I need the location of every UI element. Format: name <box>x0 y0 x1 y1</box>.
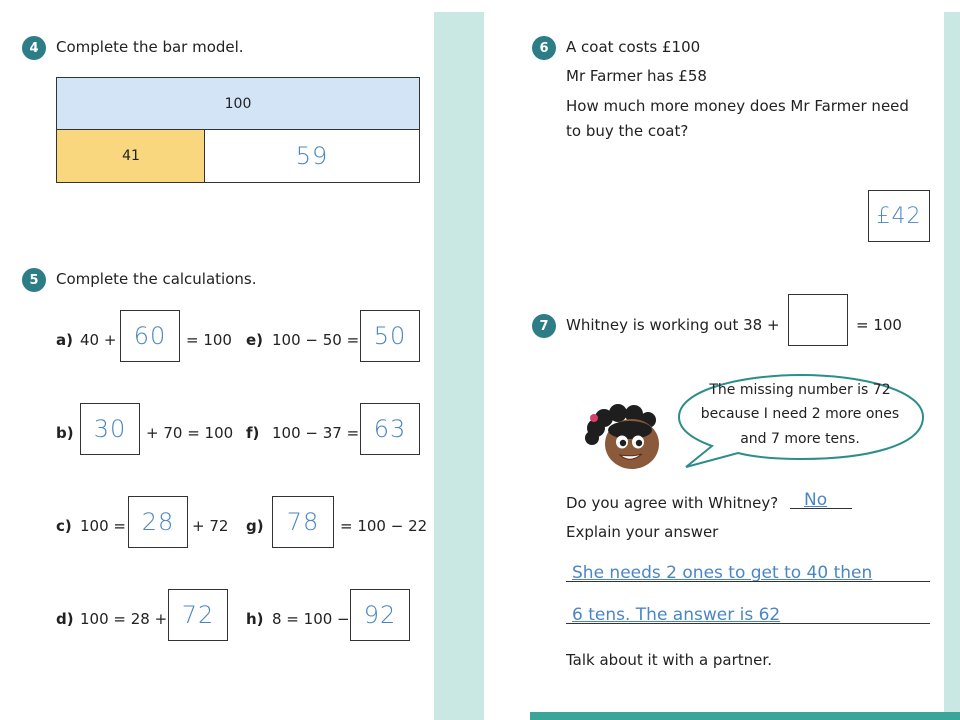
question-6-line-2: Mr Farmer has £58 <box>566 67 707 85</box>
calc-g-after: = 100 − 22 <box>340 517 428 535</box>
speech-line-1: The missing number is 72 <box>709 382 891 398</box>
question-7-agree-answer[interactable]: No <box>804 490 828 510</box>
question-7-badge: 7 <box>532 314 556 338</box>
calc-f-label: f) <box>246 424 260 442</box>
explanation-rule-1 <box>566 581 930 582</box>
calc-h-before: 8 = 100 − <box>272 610 350 628</box>
question-6-line-1: A coat costs £100 <box>566 38 701 56</box>
question-6-line-3: How much more money does Mr Farmer need <box>566 97 909 115</box>
calc-d-answer-box[interactable] <box>168 589 228 641</box>
question-7-explain-prompt: Explain your answer <box>566 523 719 541</box>
calc-a-answer: 60 <box>133 322 167 350</box>
question-7-missing-box[interactable] <box>788 294 848 346</box>
calc-e-before: 100 − 50 = <box>272 331 360 349</box>
page-bottom-bar <box>530 712 960 720</box>
question-7-footer: Talk about it with a partner. <box>566 651 772 669</box>
bar-model-whole <box>56 77 420 131</box>
calc-f-answer: 63 <box>373 415 407 443</box>
calc-e-label: e) <box>246 331 264 349</box>
question-6-answer-box[interactable] <box>868 190 930 242</box>
question-7-explanation-line-1[interactable]: She needs 2 ones to get to 40 then <box>572 563 873 583</box>
calc-b-after: + 70 = 100 <box>146 424 234 442</box>
page-gutter-left <box>434 12 484 720</box>
explanation-rule-2 <box>566 623 930 624</box>
page-gutter-right <box>944 12 960 720</box>
calc-e-answer-box[interactable] <box>360 310 420 362</box>
bar-model-part-answer-value: 59 <box>295 142 329 170</box>
calc-g-answer: 78 <box>286 508 320 536</box>
calc-d-answer: 72 <box>181 601 215 629</box>
speech-line-2: because I need 2 more ones <box>700 406 900 422</box>
calc-c-after: + 72 <box>192 517 229 535</box>
question-5-instruction: Complete the calculations. <box>56 270 257 288</box>
calc-d-label: d) <box>56 610 74 628</box>
question-6-badge: 6 <box>532 36 556 60</box>
question-4-badge: 4 <box>22 36 46 60</box>
calc-c-before: 100 = <box>80 517 126 535</box>
calc-c-answer-box[interactable] <box>128 496 188 548</box>
calc-h-answer-box[interactable] <box>350 589 410 641</box>
question-4-instruction: Complete the bar model. <box>56 38 244 56</box>
calc-g-answer-box[interactable] <box>272 496 334 548</box>
calc-h-answer: 92 <box>363 601 397 629</box>
bar-model-part-given <box>56 129 206 183</box>
calc-a-after: = 100 <box>186 331 232 349</box>
calc-e-answer: 50 <box>373 322 407 350</box>
calc-c-answer: 28 <box>141 508 175 536</box>
calc-d-before: 100 = 28 + <box>80 610 168 628</box>
calc-b-label: b) <box>56 424 74 442</box>
calc-a-answer-box[interactable] <box>120 310 180 362</box>
calc-f-answer-box[interactable] <box>360 403 420 455</box>
calc-h-label: h) <box>246 610 264 628</box>
question-7-explanation-line-2[interactable]: 6 tens. The answer is 62 <box>572 605 781 625</box>
calc-c-label: c) <box>56 517 72 535</box>
calc-a-before: 40 + <box>80 331 117 349</box>
whitney-character-icon <box>582 404 672 474</box>
calc-g-label: g) <box>246 517 264 535</box>
question-7-statement-after: = 100 <box>856 316 902 334</box>
question-7-statement-before: Whitney is working out 38 + <box>566 316 780 334</box>
bar-model-part-answer[interactable] <box>204 129 420 183</box>
question-6-answer: £42 <box>876 203 922 229</box>
speech-line-3: and 7 more tens. <box>740 431 860 447</box>
calc-b-answer-box[interactable] <box>80 403 140 455</box>
bar-model-part-given-value: 41 <box>122 148 140 164</box>
question-6-line-4: to buy the coat? <box>566 122 689 140</box>
calc-a-label: a) <box>56 331 73 349</box>
question-7-agree-prompt: Do you agree with Whitney? <box>566 494 779 512</box>
question-5-badge: 5 <box>22 268 46 292</box>
calc-f-before: 100 − 37 = <box>272 424 360 442</box>
calc-b-answer: 30 <box>93 415 127 443</box>
agree-answer-line <box>790 508 852 509</box>
bar-model-whole-value: 100 <box>224 96 252 112</box>
